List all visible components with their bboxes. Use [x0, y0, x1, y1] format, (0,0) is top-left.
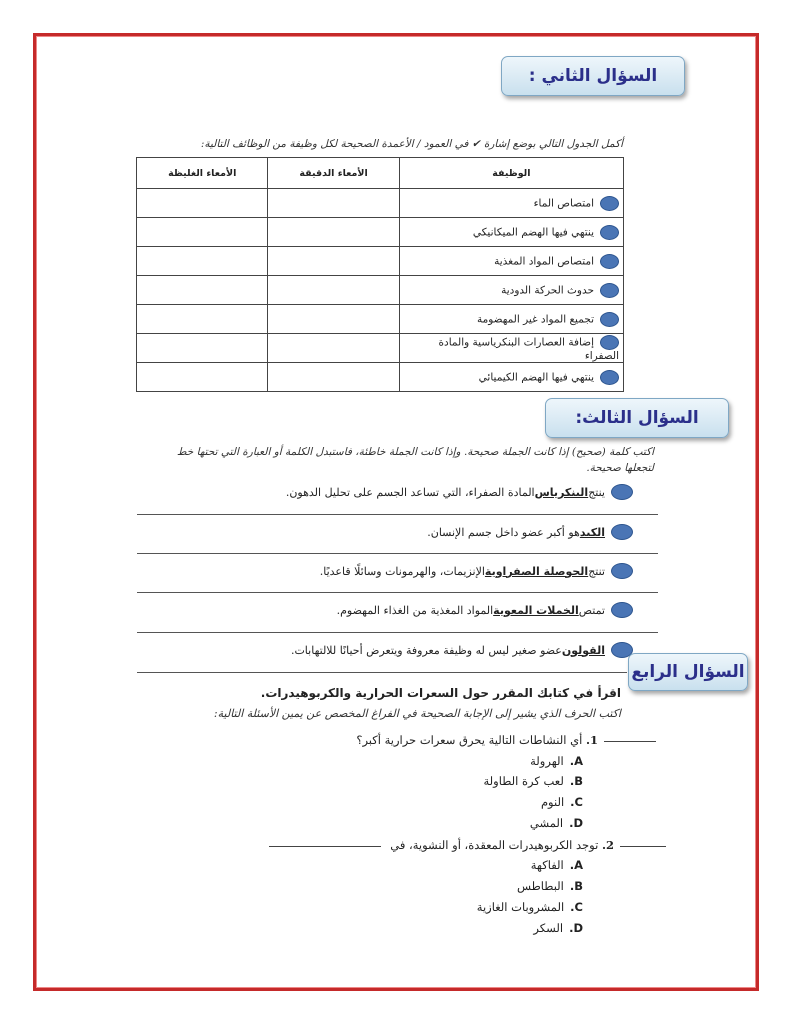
table-row — [137, 276, 624, 305]
q3-title-badge — [545, 398, 729, 438]
header-function: الوظيفة — [399, 158, 623, 189]
question-number: 2. — [601, 838, 614, 852]
large-intestine-cell[interactable] — [137, 189, 268, 218]
q3-title: السؤال الثالث: — [575, 408, 699, 428]
function-cell — [399, 276, 623, 305]
statement-4 — [337, 602, 633, 618]
fill-in-blank[interactable] — [269, 846, 381, 847]
option-letter: A. — [569, 754, 583, 768]
small-intestine-cell[interactable] — [268, 218, 399, 247]
statement-text: ينتج — [588, 485, 605, 499]
function-cell — [399, 305, 623, 334]
q4-heading: اقرأ في كتابك المقرر حول السعرات الحرارية والكربوهيدرات. — [260, 686, 621, 700]
statement-2 — [427, 524, 633, 540]
underlined-term: الكبد — [579, 525, 605, 539]
q4-title: السؤال الرابع — [631, 662, 745, 682]
option[interactable] — [530, 816, 583, 830]
bullet-icon — [600, 370, 619, 385]
option-letter: C. — [570, 900, 583, 914]
function-label: حدوث الحركة الدودية — [501, 284, 594, 296]
option-text: النوم — [540, 795, 565, 809]
underlined-term: الحوصلة الصفراوية — [484, 564, 589, 578]
table-header-row — [137, 158, 624, 189]
answer-line[interactable] — [137, 632, 658, 633]
option-text: البطاطس — [516, 879, 564, 893]
statement-text: الإنزيمات، والهرمونات وسائلًا قاعديًا. — [319, 564, 485, 578]
answer-blank[interactable] — [620, 846, 666, 847]
option-letter: B. — [569, 879, 583, 893]
answer-blank[interactable] — [604, 741, 656, 742]
question-number: 1. — [585, 733, 598, 747]
bullet-icon — [600, 283, 619, 298]
table-row — [137, 218, 624, 247]
question-2 — [269, 838, 666, 852]
underlined-term: البنكرياس — [534, 485, 589, 499]
large-intestine-cell[interactable] — [137, 363, 268, 392]
table-row — [137, 189, 624, 218]
large-intestine-cell[interactable] — [137, 247, 268, 276]
small-intestine-cell[interactable] — [268, 247, 399, 276]
bullet-icon — [611, 484, 633, 500]
function-label: امتصاص المواد المغذية — [494, 255, 594, 267]
statement-text: هو أكبر عضو داخل جسم الإنسان. — [427, 525, 580, 539]
option-text: الهرولة — [530, 754, 564, 768]
option[interactable] — [531, 858, 583, 872]
statement-text: تمتص — [578, 603, 605, 617]
option-text: لعب كرة الطاولة — [483, 774, 564, 788]
function-cell — [399, 218, 623, 247]
table-row — [137, 247, 624, 276]
small-intestine-cell[interactable] — [268, 305, 399, 334]
option-text: المشروبات الغازية — [476, 900, 565, 914]
q4-instruction: اكتب الحرف الذي يشير إلى الإجابة الصحيحة في الفراغ المخصص عن يمين الأسئلة التالية: — [213, 707, 621, 720]
option-letter: C. — [570, 795, 583, 809]
bullet-icon — [600, 225, 619, 240]
function-label: تجميع المواد غير المهضومة — [476, 313, 594, 325]
bullet-icon — [600, 254, 619, 269]
large-intestine-cell[interactable] — [137, 334, 268, 363]
option[interactable] — [530, 754, 583, 768]
function-label: ينتهي فيها الهضم الكيميائي — [478, 371, 594, 383]
q2-title-badge — [501, 56, 685, 96]
function-cell — [399, 247, 623, 276]
option[interactable] — [533, 921, 583, 935]
option[interactable] — [517, 879, 583, 893]
underlined-term: الخملات المعوية — [493, 603, 579, 617]
small-intestine-cell[interactable] — [268, 334, 399, 363]
q3-instruction-line2: لتجعلها صحيحة. — [586, 462, 654, 474]
question-text: أي النشاطات التالية يحرق سعرات حرارية أكبر؟ — [356, 733, 583, 747]
bullet-icon — [600, 196, 619, 211]
small-intestine-cell[interactable] — [268, 276, 399, 305]
table-row — [137, 334, 624, 363]
functions-table — [136, 157, 624, 392]
option[interactable] — [541, 795, 583, 809]
function-cell — [399, 334, 623, 363]
function-cell — [399, 363, 623, 392]
function-cell — [399, 189, 623, 218]
option-letter: A. — [569, 858, 583, 872]
statement-text: عضو صغير ليس له وظيفة معروفة ويتعرض أحيانًا للالتهابات. — [290, 643, 562, 657]
option-text: الفاكهة — [530, 858, 564, 872]
answer-line[interactable] — [137, 672, 627, 673]
bullet-icon — [611, 524, 633, 540]
option[interactable] — [483, 774, 583, 788]
small-intestine-cell[interactable] — [268, 189, 399, 218]
answer-line[interactable] — [137, 553, 658, 554]
option-letter: D. — [569, 816, 583, 830]
large-intestine-cell[interactable] — [137, 276, 268, 305]
statement-3 — [320, 563, 633, 579]
option-text: السكر — [533, 921, 564, 935]
bullet-icon — [611, 563, 633, 579]
statement-1 — [286, 484, 633, 500]
question-1 — [356, 733, 656, 747]
option-text: المشي — [529, 816, 564, 830]
underlined-term: القولون — [561, 643, 605, 657]
large-intestine-cell[interactable] — [137, 218, 268, 247]
bullet-icon — [600, 335, 619, 350]
large-intestine-cell[interactable] — [137, 305, 268, 334]
q2-title: السؤال الثاني : — [528, 66, 658, 86]
function-label: امتصاص الماء — [533, 197, 594, 209]
q3-instruction-line1: اكتب كلمة (صحيح) إذا كانت الجملة صحيحة. وإذا كانت الجملة خاطئة، فاستبدل الكلمة أو العبارة التي تحتها خط — [176, 446, 654, 458]
header-small-intestine: الأمعاء الدقيقة — [268, 158, 399, 189]
answer-line[interactable] — [137, 514, 658, 515]
function-label: ينتهي فيها الهضم الميكانيكي — [472, 226, 594, 238]
question-text: توجد الكربوهيدرات المعقدة، أو النشوية، في — [390, 838, 599, 852]
statement-text: المواد المغذية من الغذاء المهضوم. — [336, 603, 494, 617]
function-label: إضافة العصارات البنكرياسية والمادة الصفراء — [438, 336, 619, 362]
statement-5 — [291, 642, 633, 658]
table-row — [137, 305, 624, 334]
option[interactable] — [477, 900, 583, 914]
bullet-icon — [600, 312, 619, 327]
answer-line[interactable] — [137, 592, 658, 593]
statement-text: تنتج — [588, 564, 605, 578]
bullet-icon — [611, 602, 633, 618]
q4-title-badge — [628, 653, 748, 691]
option-letter: B. — [569, 774, 583, 788]
small-intestine-cell[interactable] — [268, 363, 399, 392]
option-letter: D. — [569, 921, 583, 935]
header-large-intestine: الأمعاء الغليظة — [137, 158, 268, 189]
q2-instruction: أكمل الجدول التالي بوضع إشارة ✔ في العمود / الأعمدة الصحيحة لكل وظيفة من الوظائف التالية: — [200, 138, 623, 150]
table-row — [137, 363, 624, 392]
statement-text: المادة الصفراء، التي تساعد الجسم على تحليل الدهون. — [285, 485, 535, 499]
